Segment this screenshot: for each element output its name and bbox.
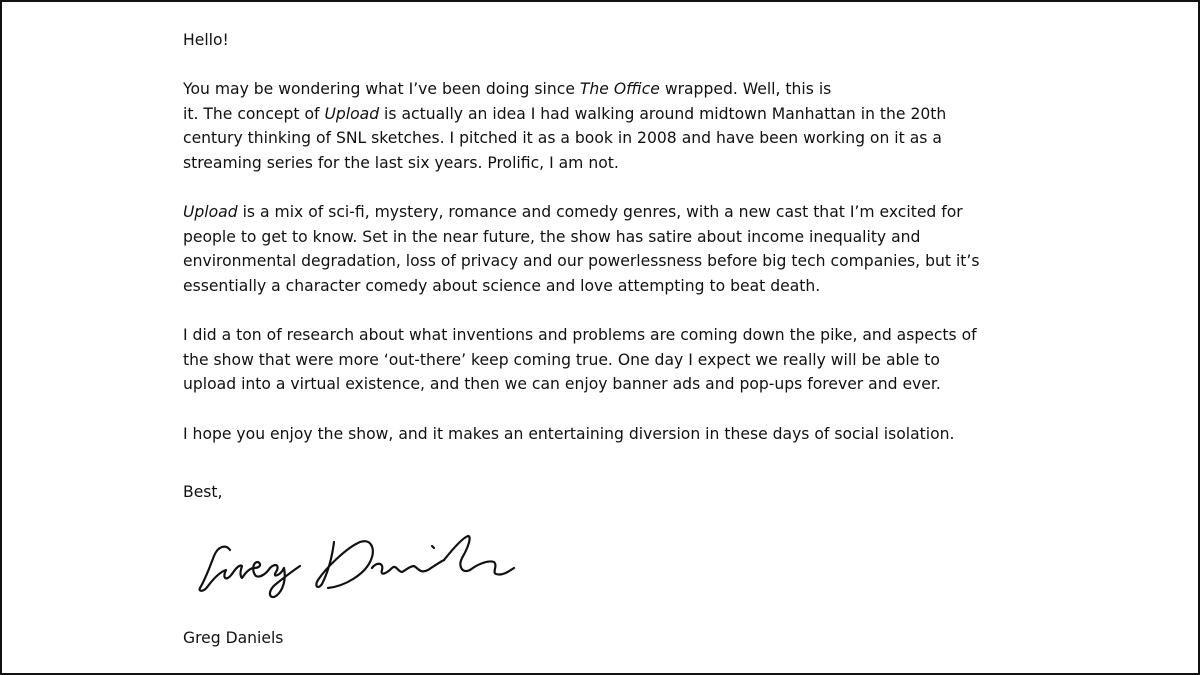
paragraph-4-line-1: I hope you enjoy the show, and it makes an entertaining diversion in these days of social isolation.	[183, 424, 955, 443]
paragraph-2	[183, 200, 1063, 298]
signer-name: Greg Daniels	[183, 629, 284, 647]
text-run: You may be wondering what I’ve been doing since	[183, 80, 580, 98]
letter-body	[183, 28, 1063, 471]
paragraph-3-line-1: I did a ton of research about what inventions and problems are coming down the pike, and aspects of	[183, 326, 977, 344]
greeting: Hello!	[183, 31, 229, 49]
italic-title: The Office	[579, 80, 660, 98]
paragraph-2-line-4: essentially a character comedy about science and love attempting to beat death.	[183, 276, 821, 295]
italic-title: Upload	[183, 203, 238, 221]
paragraph-3	[183, 323, 1063, 397]
paragraph-1-line-2	[183, 102, 1063, 127]
paragraph-4	[183, 422, 1063, 447]
paragraph-2-line-3: environmental degradation, loss of privacy and our powerlessness before big tech companies, but it’s	[183, 252, 980, 270]
paragraph-1-line-4: streaming series for the last six years. Prolific, I am not.	[183, 153, 619, 172]
paragraph-1	[183, 77, 1063, 175]
paragraph-2-line-1	[183, 200, 1063, 225]
italic-title: Upload	[324, 104, 380, 123]
paragraph-3-line-3: upload into a virtual existence, and then we can enjoy banner ads and pop-ups forever and ever.	[183, 375, 941, 393]
text-run: it. The concept of	[183, 104, 325, 123]
paragraph-2-line-2: people to get to know. Set in the near future, the show has satire about income inequality and	[183, 227, 921, 246]
paragraph-3-line-2: the show that were more ‘out-there’ keep coming true. One day I expect we really will be able to	[183, 350, 940, 369]
text-run: is actually an idea I had walking around midtown Manhattan in the 20th	[379, 104, 947, 123]
text-run: is a mix of sci-fi, mystery, romance and comedy genres, with a new cast that I’m excited for	[237, 203, 963, 221]
signature-image	[196, 532, 526, 602]
paragraph-1-line-1	[183, 77, 1063, 102]
paragraph-1-line-3: century thinking of SNL sketches. I pitched it as a book in 2008 and have been working on it as a	[183, 129, 942, 147]
closing: Best,	[183, 483, 223, 501]
text-run: wrapped. Well, this is	[659, 80, 832, 98]
